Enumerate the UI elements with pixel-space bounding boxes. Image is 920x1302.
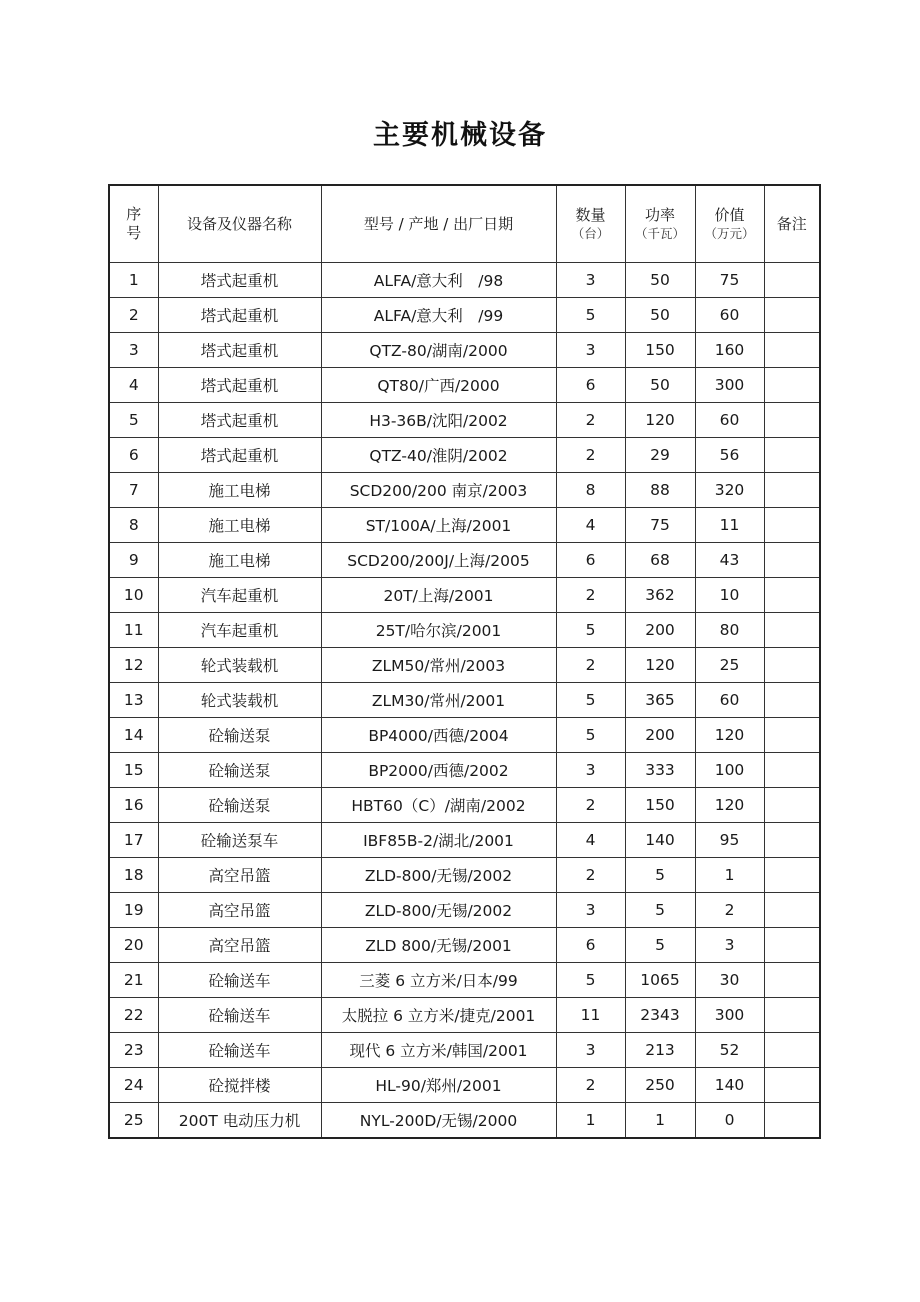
- cell-model: QT80/广西/2000: [321, 368, 556, 403]
- cell-model: QTZ-40/淮阴/2002: [321, 438, 556, 473]
- cell-seq: 18: [109, 858, 158, 893]
- cell-power: 68: [625, 543, 695, 578]
- cell-remark: [764, 753, 820, 788]
- cell-name: 200T 电动压力机: [158, 1103, 321, 1139]
- cell-seq: 16: [109, 788, 158, 823]
- cell-name: 塔式起重机: [158, 333, 321, 368]
- cell-power: 200: [625, 613, 695, 648]
- cell-name: 砼输送车: [158, 1033, 321, 1068]
- cell-qty: 5: [556, 963, 625, 998]
- header-power-label: 功率: [644, 206, 675, 224]
- cell-qty: 2: [556, 403, 625, 438]
- cell-model: HBT60（C）/湖南/2002: [321, 788, 556, 823]
- table-row: [109, 858, 820, 893]
- table-row: [109, 823, 820, 858]
- cell-model: SCD200/200 南京/2003: [321, 473, 556, 508]
- cell-name: 高空吊篮: [158, 893, 321, 928]
- cell-qty: 5: [556, 613, 625, 648]
- cell-name: 砼搅拌楼: [158, 1068, 321, 1103]
- cell-remark: [764, 263, 820, 298]
- cell-remark: [764, 893, 820, 928]
- cell-qty: 3: [556, 893, 625, 928]
- cell-seq: 5: [109, 403, 158, 438]
- cell-name: 高空吊篮: [158, 858, 321, 893]
- cell-model: H3-36B/沈阳/2002: [321, 403, 556, 438]
- table-row: [109, 998, 820, 1033]
- cell-name: 塔式起重机: [158, 438, 321, 473]
- cell-remark: [764, 928, 820, 963]
- header-qty: [556, 185, 625, 263]
- cell-value: 60: [695, 683, 764, 718]
- cell-name: 砼输送泵: [158, 718, 321, 753]
- cell-model: HL-90/郑州/2001: [321, 1068, 556, 1103]
- header-value-unit: （万元）: [704, 226, 755, 241]
- cell-name: 施工电梯: [158, 473, 321, 508]
- cell-seq: 6: [109, 438, 158, 473]
- cell-remark: [764, 613, 820, 648]
- cell-seq: 15: [109, 753, 158, 788]
- cell-power: 1065: [625, 963, 695, 998]
- cell-remark: [764, 1103, 820, 1139]
- cell-qty: 6: [556, 368, 625, 403]
- cell-power: 75: [625, 508, 695, 543]
- cell-value: 11: [695, 508, 764, 543]
- cell-model: 三菱 6 立方米/日本/99: [321, 963, 556, 998]
- table-row: [109, 963, 820, 998]
- cell-qty: 3: [556, 263, 625, 298]
- cell-value: 75: [695, 263, 764, 298]
- cell-model: ZLM30/常州/2001: [321, 683, 556, 718]
- cell-power: 333: [625, 753, 695, 788]
- cell-seq: 2: [109, 298, 158, 333]
- cell-qty: 3: [556, 1033, 625, 1068]
- header-seq: [109, 185, 158, 263]
- cell-model: ALFA/意大利 /98: [321, 263, 556, 298]
- cell-value: 300: [695, 998, 764, 1033]
- cell-value: 30: [695, 963, 764, 998]
- cell-remark: [764, 508, 820, 543]
- table-row: [109, 438, 820, 473]
- cell-qty: 2: [556, 858, 625, 893]
- cell-model: 20T/上海/2001: [321, 578, 556, 613]
- header-name: 设备及仪器名称: [158, 185, 321, 263]
- cell-value: 52: [695, 1033, 764, 1068]
- cell-remark: [764, 333, 820, 368]
- cell-model: ALFA/意大利 /99: [321, 298, 556, 333]
- cell-qty: 2: [556, 648, 625, 683]
- cell-value: 1: [695, 858, 764, 893]
- cell-seq: 24: [109, 1068, 158, 1103]
- cell-seq: 3: [109, 333, 158, 368]
- cell-power: 200: [625, 718, 695, 753]
- cell-name: 轮式装载机: [158, 683, 321, 718]
- cell-power: 120: [625, 403, 695, 438]
- table-row: [109, 893, 820, 928]
- cell-model: ST/100A/上海/2001: [321, 508, 556, 543]
- cell-seq: 4: [109, 368, 158, 403]
- table-row: [109, 928, 820, 963]
- cell-name: 汽车起重机: [158, 613, 321, 648]
- header-row: [109, 185, 820, 263]
- header-power: [625, 185, 695, 263]
- cell-value: 0: [695, 1103, 764, 1139]
- cell-value: 120: [695, 788, 764, 823]
- cell-model: ZLD-800/无锡/2002: [321, 858, 556, 893]
- cell-power: 2343: [625, 998, 695, 1033]
- cell-remark: [764, 683, 820, 718]
- cell-model: BP2000/西德/2002: [321, 753, 556, 788]
- cell-remark: [764, 858, 820, 893]
- header-qty-unit: （台）: [571, 226, 610, 241]
- cell-remark: [764, 298, 820, 333]
- cell-power: 140: [625, 823, 695, 858]
- page-title: 主要机械设备: [373, 120, 547, 151]
- cell-qty: 1: [556, 1103, 625, 1139]
- cell-seq: 21: [109, 963, 158, 998]
- header-qty-label: 数量: [575, 206, 606, 224]
- cell-value: 100: [695, 753, 764, 788]
- header-value-label: 价值: [714, 206, 745, 224]
- cell-seq: 1: [109, 263, 158, 298]
- table-row: [109, 508, 820, 543]
- cell-power: 213: [625, 1033, 695, 1068]
- cell-power: 362: [625, 578, 695, 613]
- table-row: [109, 1033, 820, 1068]
- table-body: [109, 263, 820, 1139]
- cell-name: 施工电梯: [158, 508, 321, 543]
- cell-remark: [764, 473, 820, 508]
- table-row: [109, 1103, 820, 1139]
- cell-value: 10: [695, 578, 764, 613]
- cell-qty: 2: [556, 438, 625, 473]
- cell-power: 50: [625, 368, 695, 403]
- cell-value: 56: [695, 438, 764, 473]
- cell-model: BP4000/西德/2004: [321, 718, 556, 753]
- cell-seq: 8: [109, 508, 158, 543]
- cell-seq: 23: [109, 1033, 158, 1068]
- equipment-table: [108, 184, 821, 1139]
- header-remark: 备注: [764, 185, 820, 263]
- cell-name: 塔式起重机: [158, 263, 321, 298]
- cell-remark: [764, 578, 820, 613]
- cell-seq: 14: [109, 718, 158, 753]
- cell-qty: 5: [556, 718, 625, 753]
- cell-qty: 6: [556, 928, 625, 963]
- cell-model: QTZ-80/湖南/2000: [321, 333, 556, 368]
- cell-model: NYL-200D/无锡/2000: [321, 1103, 556, 1139]
- cell-power: 365: [625, 683, 695, 718]
- cell-value: 60: [695, 298, 764, 333]
- cell-qty: 11: [556, 998, 625, 1033]
- cell-power: 50: [625, 263, 695, 298]
- table-row: [109, 543, 820, 578]
- cell-model: 现代 6 立方米/韩国/2001: [321, 1033, 556, 1068]
- cell-value: 2: [695, 893, 764, 928]
- cell-power: 120: [625, 648, 695, 683]
- cell-remark: [764, 963, 820, 998]
- cell-remark: [764, 543, 820, 578]
- cell-value: 25: [695, 648, 764, 683]
- table-row: [109, 473, 820, 508]
- table-row: [109, 298, 820, 333]
- cell-name: 塔式起重机: [158, 298, 321, 333]
- cell-remark: [764, 403, 820, 438]
- cell-remark: [764, 648, 820, 683]
- cell-remark: [764, 1033, 820, 1068]
- cell-power: 250: [625, 1068, 695, 1103]
- cell-value: 140: [695, 1068, 764, 1103]
- cell-value: 3: [695, 928, 764, 963]
- cell-model: ZLM50/常州/2003: [321, 648, 556, 683]
- cell-qty: 4: [556, 508, 625, 543]
- cell-seq: 17: [109, 823, 158, 858]
- cell-name: 砼输送车: [158, 998, 321, 1033]
- cell-value: 95: [695, 823, 764, 858]
- cell-remark: [764, 368, 820, 403]
- cell-seq: 10: [109, 578, 158, 613]
- cell-power: 50: [625, 298, 695, 333]
- table-row: [109, 788, 820, 823]
- table-row: [109, 333, 820, 368]
- cell-qty: 3: [556, 333, 625, 368]
- cell-remark: [764, 788, 820, 823]
- cell-qty: 4: [556, 823, 625, 858]
- cell-remark: [764, 718, 820, 753]
- cell-model: ZLD-800/无锡/2002: [321, 893, 556, 928]
- cell-seq: 20: [109, 928, 158, 963]
- cell-remark: [764, 1068, 820, 1103]
- cell-seq: 9: [109, 543, 158, 578]
- table-row: [109, 403, 820, 438]
- table-row: [109, 1068, 820, 1103]
- cell-name: 砼输送车: [158, 963, 321, 998]
- cell-value: 160: [695, 333, 764, 368]
- cell-name: 汽车起重机: [158, 578, 321, 613]
- cell-power: 150: [625, 788, 695, 823]
- cell-qty: 8: [556, 473, 625, 508]
- cell-remark: [764, 438, 820, 473]
- cell-name: 塔式起重机: [158, 403, 321, 438]
- cell-model: SCD200/200J/上海/2005: [321, 543, 556, 578]
- cell-model: 25T/哈尔滨/2001: [321, 613, 556, 648]
- cell-remark: [764, 823, 820, 858]
- header-model: 型号 / 产地 / 出厂日期: [321, 185, 556, 263]
- cell-model: 太脱拉 6 立方米/捷克/2001: [321, 998, 556, 1033]
- header-value: [695, 185, 764, 263]
- table-row: [109, 368, 820, 403]
- cell-seq: 25: [109, 1103, 158, 1139]
- cell-power: 5: [625, 858, 695, 893]
- cell-name: 砼输送泵: [158, 753, 321, 788]
- cell-seq: 7: [109, 473, 158, 508]
- cell-qty: 2: [556, 578, 625, 613]
- table-row: [109, 753, 820, 788]
- table-row: [109, 648, 820, 683]
- cell-value: 43: [695, 543, 764, 578]
- cell-name: 施工电梯: [158, 543, 321, 578]
- cell-value: 80: [695, 613, 764, 648]
- cell-qty: 3: [556, 753, 625, 788]
- cell-remark: [764, 998, 820, 1033]
- table-row: [109, 718, 820, 753]
- table-row: [109, 263, 820, 298]
- cell-seq: 11: [109, 613, 158, 648]
- cell-power: 5: [625, 893, 695, 928]
- cell-power: 1: [625, 1103, 695, 1139]
- cell-model: ZLD 800/无锡/2001: [321, 928, 556, 963]
- table-row: [109, 578, 820, 613]
- cell-qty: 6: [556, 543, 625, 578]
- cell-power: 150: [625, 333, 695, 368]
- cell-model: IBF85B-2/湖北/2001: [321, 823, 556, 858]
- cell-seq: 19: [109, 893, 158, 928]
- cell-name: 轮式装载机: [158, 648, 321, 683]
- cell-value: 60: [695, 403, 764, 438]
- header-seq-label: 序号: [126, 205, 142, 242]
- cell-value: 300: [695, 368, 764, 403]
- cell-seq: 12: [109, 648, 158, 683]
- cell-value: 320: [695, 473, 764, 508]
- cell-qty: 2: [556, 788, 625, 823]
- table-row: [109, 613, 820, 648]
- cell-seq: 13: [109, 683, 158, 718]
- cell-power: 88: [625, 473, 695, 508]
- cell-qty: 5: [556, 683, 625, 718]
- cell-power: 5: [625, 928, 695, 963]
- cell-seq: 22: [109, 998, 158, 1033]
- cell-name: 砼输送泵车: [158, 823, 321, 858]
- cell-name: 高空吊篮: [158, 928, 321, 963]
- cell-qty: 5: [556, 298, 625, 333]
- cell-value: 120: [695, 718, 764, 753]
- table-row: [109, 683, 820, 718]
- cell-power: 29: [625, 438, 695, 473]
- header-power-unit: （千瓦）: [634, 226, 685, 241]
- cell-name: 塔式起重机: [158, 368, 321, 403]
- cell-qty: 2: [556, 1068, 625, 1103]
- cell-name: 砼输送泵: [158, 788, 321, 823]
